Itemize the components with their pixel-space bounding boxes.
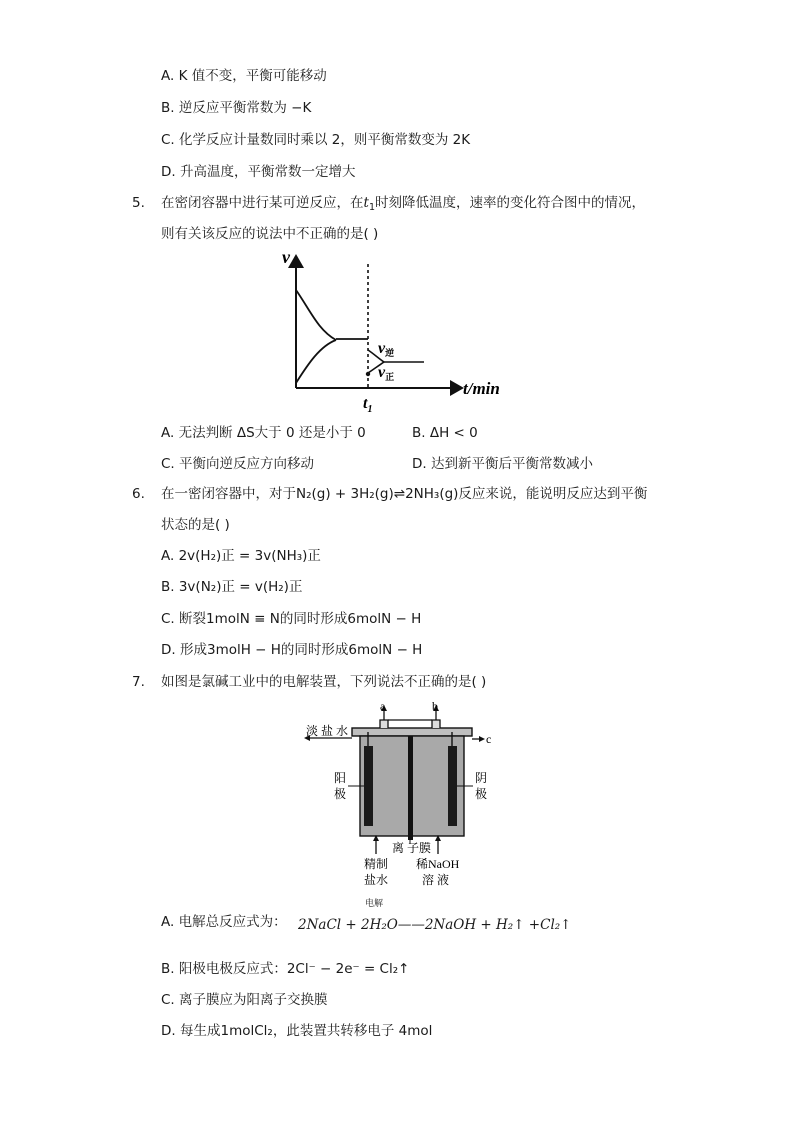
q6-stem-line2: 状态的是( ) [161,517,230,533]
rate-time-graph [270,246,520,416]
label-a: a [380,699,386,713]
q5-number: 5. [132,195,145,211]
v-forward-sub: 正 [385,372,395,382]
q7-number: 7. [132,674,145,690]
q6-option-b: B. 3v(N₂)正 = v(H₂)正 [161,579,303,595]
q7-option-d: D. 每生成1molCl₂，此装置共转移电子 4mol [161,1023,433,1039]
label-brine-in-2: 盐水 [364,873,389,887]
q7-option-a-prefix: A. 电解总反应式为： [161,914,287,930]
label-anode-2: 极 [334,787,347,801]
label-anode-1: 阳 [334,771,347,785]
q5-option-a: A. 无法判断 ΔS大于 0 还是小于 0 [161,425,366,441]
y-axis-label: v [282,247,290,267]
q5-option-b: B. ΔH < 0 [412,425,478,441]
label-cathode-1: 阴 [475,771,488,785]
q5-stem-part2: 时刻降低温度，速率的变化符合图中的情况， [374,195,645,211]
anode-electrode [364,746,373,826]
q5-stem-part1: 在密闭容器中进行某可逆反应，在 [161,195,364,211]
v-reverse-label [378,340,394,358]
label-brine-in-1: 精制 [364,857,389,871]
q5-option-d: D. 达到新平衡后平衡常数减小 [412,456,593,472]
q4-option-a: A. K 值不变，平衡可能移动 [161,68,327,84]
t1-tick-label [363,395,372,415]
t1-tick-sub: 1 [367,404,373,415]
label-dilute-brine: 淡 盐 水 [306,724,349,738]
label-membrane: 离 子膜 [392,841,432,855]
v-reverse-curve-before [296,340,336,383]
q5-t1-subscript: 1 [368,202,375,213]
q7-option-b: B. 阳极电极反应式：2Cl⁻ − 2e⁻ = Cl₂↑ [161,961,410,977]
label-naoh-in-1: 稀NaOH [416,857,460,871]
x-axis-label: t/min [463,379,500,398]
q5-t1-symbol: t [363,195,369,211]
v-reverse-sub: 逆 [385,348,395,358]
cathode-electrode [448,746,457,826]
label-naoh-in-2: 溶 液 [422,873,450,887]
q6-number: 6. [132,486,145,502]
electrolysis-apparatus [300,698,500,890]
v-forward-v: v [378,364,386,381]
q7-option-a-equation: 2NaCl + 2H₂O——2NaOH + H₂↑ +Cl₂↑ [298,917,572,933]
q6-option-a: A. 2v(H₂)正 = 3v(NH₃)正 [161,548,321,564]
label-c: c [486,732,492,746]
outlet-a [380,720,388,728]
q4-option-c: C. 化学反应计量数同时乘以 2，则平衡常数变为 2K [161,132,471,148]
q7-option-c: C. 离子膜应为阳离子交换膜 [161,992,328,1008]
q6-option-c: C. 断裂1molN ≡ N的同时形成6molN − H [161,611,422,627]
outlet-c-arrowhead [479,736,485,742]
t1-tick-t: t [363,395,368,412]
t1-point [366,372,370,376]
q5-stem-line2: 则有关该反应的说法中不正确的是( ) [161,226,379,242]
q7-option-a-condition: 电解 [365,899,384,909]
v-forward-label [378,364,394,382]
label-cathode-2: 极 [475,787,488,801]
v-forward-curve-before [296,290,336,340]
q4-option-b: B. 逆反应平衡常数为 −K [161,100,312,116]
ion-membrane [408,736,413,840]
q5-stem-line1 [161,194,645,217]
q6-stem-line1: 在一密闭容器中，对于N₂(g) + 3H₂(g)⇌2NH₃(g)反应来说，能说明反应达到平衡 [161,486,648,502]
q4-option-d: D. 升高温度，平衡常数一定增大 [161,164,356,180]
label-b: b [432,699,438,713]
v-reverse-v: v [378,340,386,357]
q5-option-c: C. 平衡向逆反应方向移动 [161,456,315,472]
q6-option-d: D. 形成3molH − H的同时形成6molN − H [161,642,423,658]
cell-top-plate [352,728,472,736]
outlet-b [432,720,440,728]
q7-stem: 如图是氯碱工业中的电解装置，下列说法不正确的是( ) [161,674,487,690]
